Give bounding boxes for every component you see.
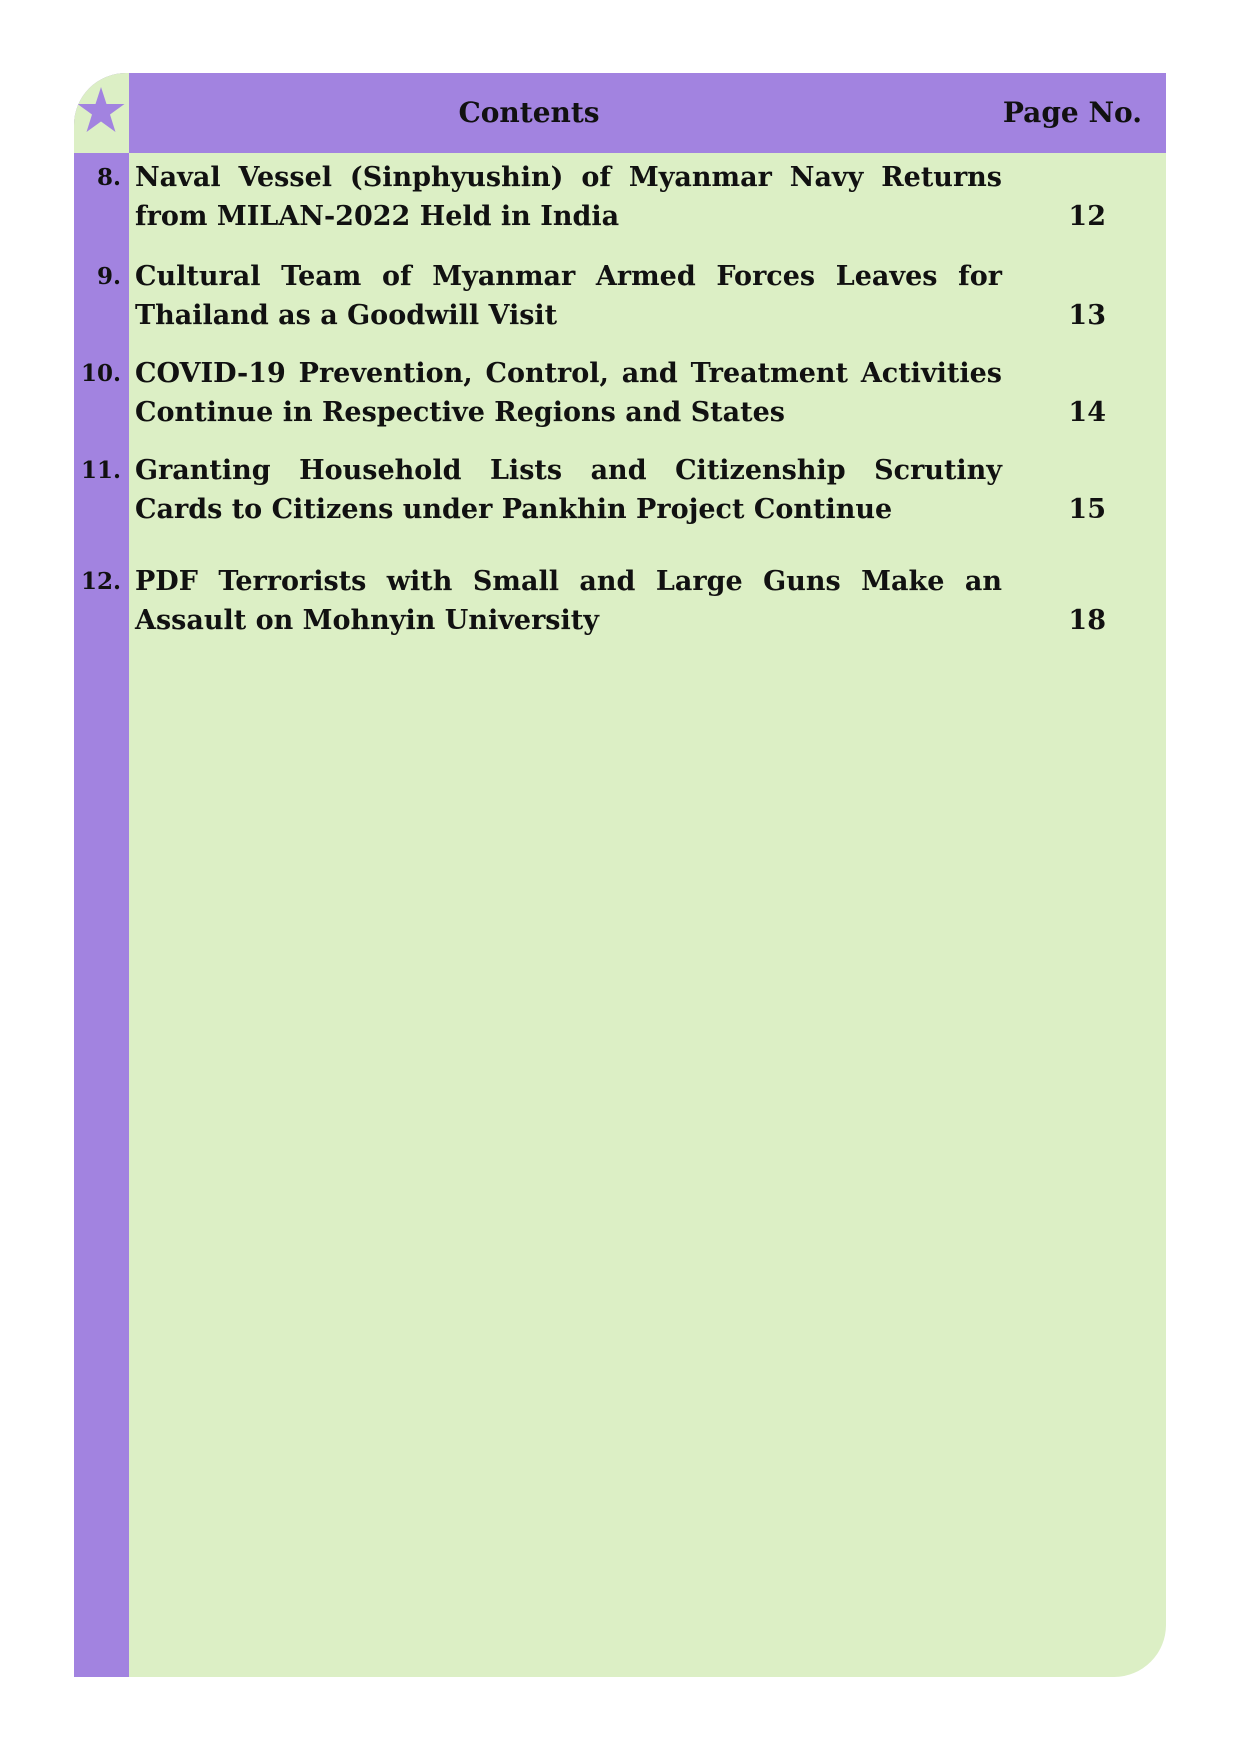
contents-panel — [74, 73, 1166, 1677]
contents-heading: Contents — [458, 96, 600, 129]
star-icon — [76, 85, 126, 135]
entry-page-number: 12 — [1068, 201, 1106, 232]
entry-page-number: 15 — [1068, 494, 1106, 525]
page-number-heading: Page No. — [1002, 96, 1142, 129]
entry-title[interactable]: Cultural Team of Myanmar Armed Forces Leaves for Thailand as a Goodwill Visit — [135, 261, 1002, 331]
entry-number: 12. — [80, 568, 121, 595]
entry-page-number: 18 — [1068, 605, 1106, 636]
entry-page-number: 13 — [1068, 300, 1106, 331]
entry-title[interactable]: Granting Household Lists and Citizenship Scrutiny Cards to Citizens under Pankhin Project Continue — [135, 455, 1002, 525]
entry-title[interactable]: PDF Terrorists with Small and Large Guns Make an Assault on Mohnyin University — [135, 566, 1002, 636]
entry-title[interactable]: Naval Vessel (Sinphyushin) of Myanmar Navy Returns from MILAN-2022 Held in India — [135, 162, 1002, 232]
entry-number: 8. — [96, 164, 121, 191]
star-corner — [74, 73, 129, 153]
entry-number: 9. — [96, 263, 121, 290]
entry-number: 11. — [80, 457, 121, 484]
entry-page-number: 14 — [1068, 397, 1106, 428]
entry-title[interactable]: COVID-19 Prevention, Control, and Treatment Activities Continue in Respective Regions and States — [135, 358, 1002, 428]
left-accent-bar — [74, 73, 129, 1677]
entry-number: 10. — [80, 360, 121, 387]
